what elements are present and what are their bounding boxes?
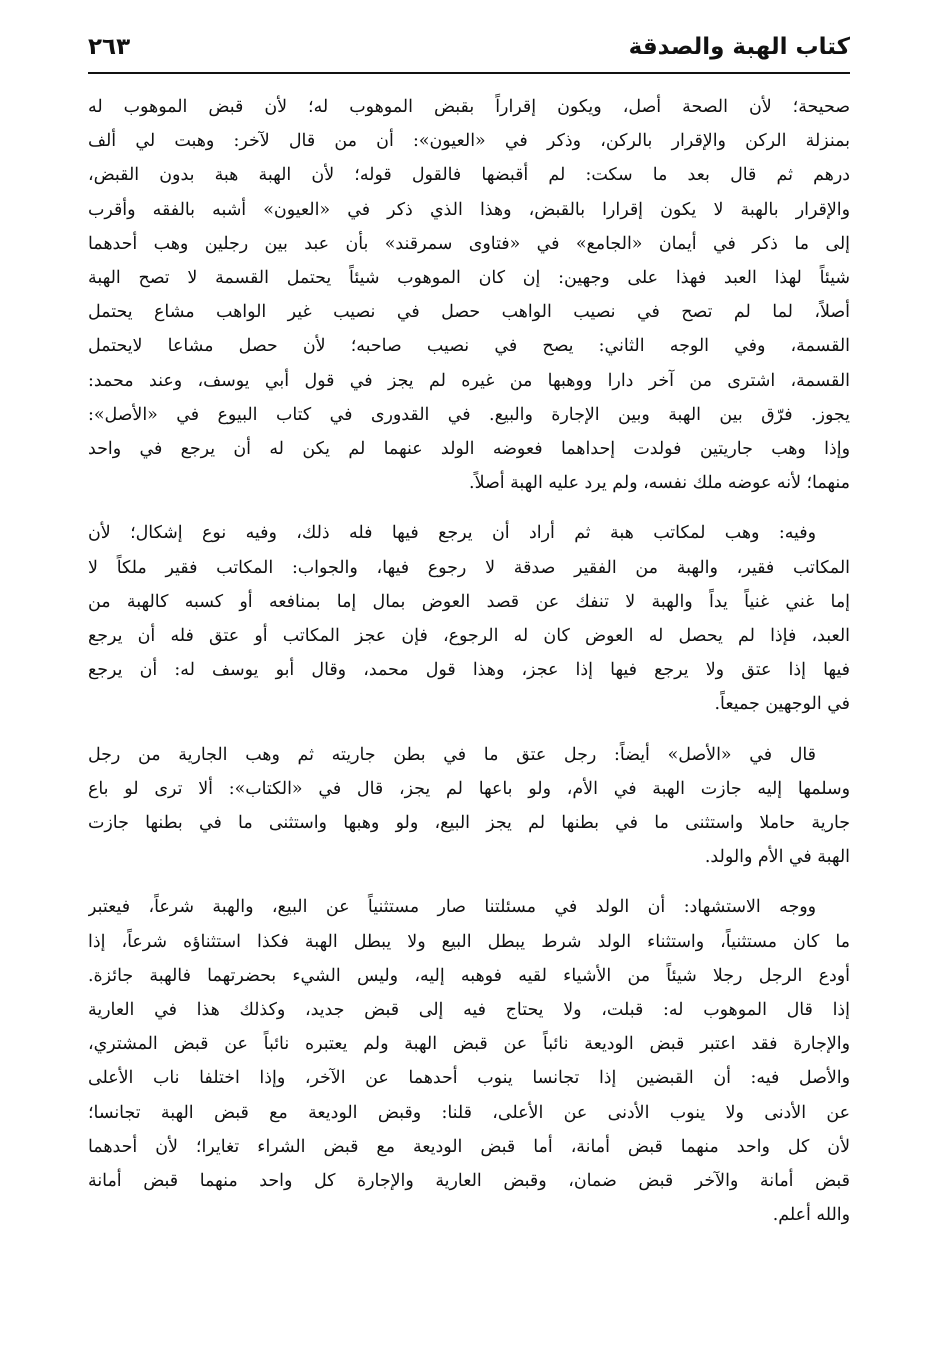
paragraph-3 (88, 738, 850, 875)
text-line: والإقرار بالهبة لا يكون إقرارا بالقبض، وهذا الذي ذكر في «العيون» أشبه بالفقه وأقرب (88, 199, 850, 220)
chapter-title: كتاب الهبة والصدقة (628, 34, 850, 60)
page-number: ٢٦٣ (88, 34, 131, 60)
text-line: قال في «الأصل» أيضاً: رجل عتق ما في بطن جاريته ثم وهب الجارية من رجل (88, 744, 816, 765)
text-line: درهم ثم قال بعد ما سكت: لم أقبضها فالقول قوله؛ لأن الهبة هبة بدون القبض، (88, 165, 850, 186)
text-line: أودع الرجل رجلا شيئاً من الأشياء لقيه فوهبه إليه، وليس الشيء بحضرتهما فالهبة جائزة. (88, 965, 850, 986)
text-line: منهما؛ لأنه عوضه ملك نفسه، ولم يرد عليه الهبة أصلاً. (469, 473, 850, 494)
text-line: جارية حاملا واستثنى ما في بطنها لم يجز البيع، ولو وهبها واستثنى ما في بطنها جازت (88, 813, 850, 834)
text-line: ووجه الاستشهاد: أن الولد في مسئلتنا صار مستثنياً عن البيع، والهبة شرعاً، فيعتبر (88, 897, 816, 918)
text-line: إما غني غنياً يداً والهبة لا تنفك عن قصد العوض بمال إما بمنافعه أو كسبه كالهبة من (88, 591, 850, 612)
paragraph-4 (88, 890, 850, 1232)
text-line: القسمة، وفي الوجه الثاني: يصح في نصيب صاحبه؛ لأن حصل مشاعا لايحتمل (88, 336, 850, 357)
text-line: والإجارة فقد اعتبر قبض الوديعة نائباً عن قبض الهبة ولم يعتبره نائباً عن قبض المشتري، (88, 1034, 850, 1055)
page-body (88, 90, 850, 1233)
text-line: إذا قال الموهوب له: قبلت، ولا يحتاج فيه إلى قبض جديد، وكذلك هذا في العارية (88, 1000, 850, 1021)
text-line: شيئاً لهذا العبد فهذا على وجهين: إن كان الموهوب شيئاً يحتمل القسمة لا تصح الهبة (88, 268, 850, 289)
paragraph-1 (88, 90, 850, 500)
text-line: عن الأدنى ولا ينوب الأدنى عن الأعلى، قلنا: وقبض الوديعة مع قبض الهبة تجانسا؛ (88, 1102, 850, 1123)
text-line: وفيه: وهب لمكاتب هبة ثم أراد أن يرجع فيها فله ذلك، وفيه نوع إشكال؛ لأن (88, 523, 816, 544)
text-line: وسلمها إليه جازت الهبة في الأم، ولو باعها لم يجز، قال في «الكتاب»: ألا ترى لو باع (88, 778, 850, 799)
text-line: ما كان مستثنياً، واستثناء الولد شرط يبطل البيع ولا يبطل الهبة فكذا استثناؤه شرعاً، إذا (88, 931, 850, 952)
text-line: والأصل فيه: أن القبضين إذا تجانسا ينوب أحدهما عن الآخر، وإذا اختلفا ناب الأعلى (88, 1068, 850, 1089)
text-line: وإذا وهب جاريتين فولدت إحداهما فعوضه الولد عنهما لم يكن له أن يرجع في واحد (88, 439, 850, 460)
text-line: بمنزلة الركن والإقرار بالركن، وذكر في «العيون»: أن من قال لآخر: وهبت لي ألف (88, 131, 850, 152)
text-line: في الوجهين جميعاً. (714, 694, 850, 715)
text-line: العبد، فإذا لم يحصل له العوض كان له الرجوع، فإن عجز المكاتب أو عتق فله أن يرجع (88, 626, 850, 647)
text-line: المكاتب فقير، والهبة من الفقير صدقة لا رجوع فيها، والجواب: المكاتب فقير ملكاً لا (88, 557, 850, 578)
text-line: القسمة، اشترى من آخر دارا ووهبها من غيره لم يجز في قول أبي يوسف، وعند محمد: (88, 370, 850, 391)
text-line: فيها إذا عتق ولا يرجع فيها إذا عجز، وهذا قول محمد، وقال أبو يوسف له: أن يرجع (88, 660, 850, 681)
text-line: أصلاً، لما لم تصح في نصيب الواهب حصل في نصيب غير الواهب مشاع يحتمل (88, 302, 850, 323)
text-line: يجوز. فرّق بين الهبة وبين الإجارة والبيع. في القدورى في كتاب البيوع في «الأصل»: (88, 404, 850, 425)
text-line: الهبة في الأم والولد. (704, 847, 850, 868)
paragraph-2 (88, 516, 850, 721)
text-line: إلى ما ذكر في أيمان «الجامع» في «فتاوى سمرقند» بأن عبد بين رجلين وهب أحدهما (88, 233, 850, 254)
text-line: قبض أمانة والآخر قبض ضمان، وقبض العارية والإجارة كل واحد منهما قبض أمانة (88, 1171, 850, 1192)
header-divider (88, 72, 850, 74)
page-header (88, 30, 850, 74)
text-line: والله أعلم. (772, 1205, 850, 1226)
text-line: صحيحة؛ لأن الصحة أصل، ويكون إقراراً بقبض الموهوب له؛ لأن قبض الموهوب له (88, 97, 850, 117)
text-line: لأن كل واحد منهما قبض أمانة، أما قبض الوديعة مع قبض الشراء تغايرا؛ لأن أحدهما (88, 1136, 850, 1157)
